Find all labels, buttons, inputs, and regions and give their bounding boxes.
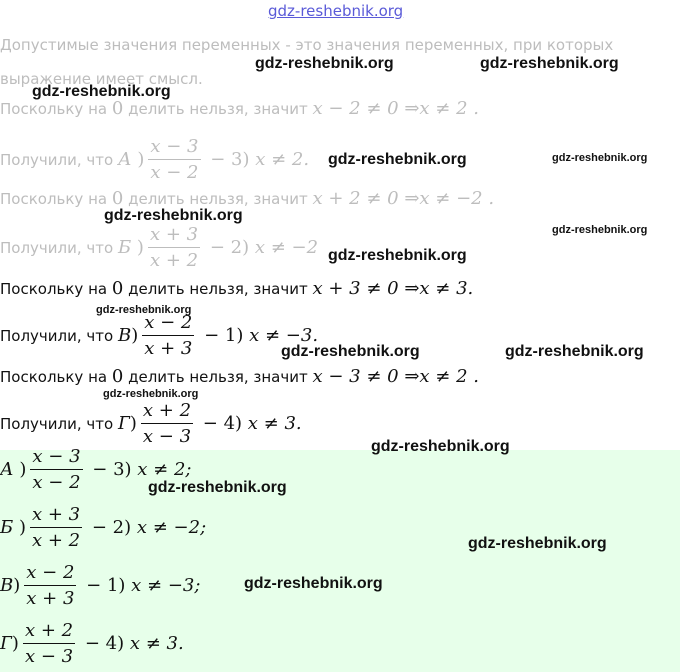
fraction: [24, 562, 76, 609]
zero-value: 0: [111, 98, 124, 119]
numerator: x − 2: [144, 312, 193, 333]
cannot-divide-text: делить нельзя, значит: [128, 100, 308, 118]
zero-value: 0: [111, 366, 124, 387]
got-text: Получили, что: [0, 238, 114, 257]
since-text: Поскольку на: [0, 280, 108, 298]
summary-line-v: В ) $\frac{x - 2}{x + 3}$ − 1 ) x ≠ −3;: [0, 562, 201, 609]
case-letter: Б: [117, 237, 132, 258]
numerator: x − 2: [26, 562, 75, 583]
denominator: x − 3: [23, 643, 75, 667]
zero-value: 0: [111, 188, 124, 209]
fraction: [148, 224, 200, 271]
fraction: [141, 400, 193, 447]
numerator: x + 3: [31, 504, 81, 525]
watermark: gdz-reshebnik.org: [255, 55, 394, 72]
watermark: gdz-reshebnik.org: [480, 55, 619, 72]
numerator: x + 3: [149, 224, 199, 245]
watermark: gdz-reshebnik.org: [281, 343, 420, 360]
result-math: x ≠ −2;: [136, 517, 207, 538]
since-text: Поскольку на: [0, 190, 108, 208]
paren-number: 3: [113, 459, 125, 480]
result-math: x ≠ −2: [254, 237, 319, 258]
watermark: gdz-reshebnik.org: [371, 438, 510, 455]
watermark: gdz-reshebnik.org: [104, 207, 243, 224]
result-math: x ≠ 3.: [247, 413, 302, 434]
denominator: x + 3: [142, 335, 194, 359]
case-letter: А: [117, 149, 132, 170]
condition-math: x − 2 ≠ 0 ⇒x ≠ 2 .: [312, 98, 479, 119]
result-math: x ≠ −3.: [249, 325, 319, 346]
watermark: gdz-reshebnik.org: [552, 152, 648, 164]
fraction: [30, 446, 82, 493]
fraction: [30, 504, 82, 551]
paren-number: 4: [105, 633, 118, 654]
result-math: x ≠ 2.: [255, 149, 310, 170]
fraction: [148, 136, 200, 183]
result-math: x ≠ −3;: [131, 575, 201, 596]
since-text: Поскольку на: [0, 100, 108, 118]
denominator: x + 2: [148, 247, 200, 271]
fraction: [142, 312, 194, 359]
condition-line-a: [0, 98, 479, 119]
condition-line-v: [0, 278, 473, 299]
cannot-divide-text: делить нельзя, значит: [128, 368, 308, 386]
result-line-a: Получили, что А ) $\frac{x - 3}{x - 2}$ − 3 ) x ≠ 2.: [0, 136, 310, 183]
watermark: gdz-reshebnik.org: [552, 224, 648, 236]
denominator: x + 2: [30, 527, 82, 551]
got-text: Получили, что: [0, 414, 114, 433]
watermark: gdz-reshebnik.org: [468, 535, 607, 552]
summary-line-g: Г ) $\frac{x + 2}{x - 3}$ − 4 ) x ≠ 3.: [0, 620, 184, 667]
got-text: Получили, что: [0, 326, 114, 345]
watermark: gdz-reshebnik.org: [505, 343, 644, 360]
condition-math: x + 3 ≠ 0 ⇒x ≠ 3.: [312, 278, 474, 299]
paren-number: 3: [231, 149, 243, 170]
result-math: x ≠ 3.: [129, 633, 184, 654]
case-letter: В: [117, 325, 132, 346]
paren-number: 1: [106, 575, 119, 596]
condition-line-b: [0, 188, 494, 209]
condition-math: x + 2 ≠ 0 ⇒x ≠ −2 .: [312, 188, 495, 209]
watermark: gdz-reshebnik.org: [32, 83, 171, 100]
watermark: gdz-reshebnik.org: [103, 388, 199, 400]
site-link[interactable]: gdz-reshebnik.org: [268, 2, 404, 20]
summary-line-a: А ) $\frac{x - 3}{x - 2}$ − 3 ) x ≠ 2;: [0, 446, 192, 493]
numerator: x + 2: [142, 400, 192, 421]
numerator: x − 3: [150, 136, 199, 157]
case-letter: Г: [0, 633, 12, 654]
watermark: gdz-reshebnik.org: [148, 479, 287, 496]
result-line-g: Получили, что Г ) $\frac{x + 2}{x - 3}$ − 4 ) x ≠ 3.: [0, 400, 302, 447]
paren-number: 1: [224, 325, 237, 346]
intro-line-1: Допустимые значения переменных - это значения переменных, при которых: [0, 36, 614, 54]
denominator: x − 3: [141, 423, 193, 447]
case-letter: Г: [117, 413, 130, 434]
zero-value: 0: [111, 278, 124, 299]
denominator: x − 2: [30, 469, 82, 493]
numerator: x + 2: [24, 620, 74, 641]
case-letter: В: [0, 575, 14, 596]
condition-line-g: [0, 366, 479, 387]
summary-line-b: Б ) $\frac{x + 3}{x + 2}$ − 2 ) x ≠ −2;: [0, 504, 207, 551]
paren-number: 2: [112, 517, 125, 538]
case-letter: Б: [0, 517, 14, 538]
paren-number: 4: [223, 413, 236, 434]
condition-math: x − 3 ≠ 0 ⇒x ≠ 2 .: [312, 366, 479, 387]
denominator: x + 3: [24, 585, 76, 609]
paren-number: 2: [230, 237, 243, 258]
watermark: gdz-reshebnik.org: [96, 304, 192, 316]
fraction: [23, 620, 75, 667]
got-text: Получили, что: [0, 150, 114, 169]
case-letter: А: [0, 459, 14, 480]
watermark: gdz-reshebnik.org: [328, 247, 467, 264]
since-text: Поскольку на: [0, 368, 108, 386]
watermark: gdz-reshebnik.org: [328, 151, 467, 168]
numerator: x − 3: [32, 446, 81, 467]
denominator: x − 2: [148, 159, 200, 183]
result-line-b: Получили, что Б ) $\frac{x + 3}{x + 2}$ − 2 ) x ≠ −2: [0, 224, 319, 271]
intro-line-2: выражение имеет смысл.: [0, 70, 203, 88]
cannot-divide-text: делить нельзя, значит: [128, 280, 308, 298]
cannot-divide-text: делить нельзя, значит: [128, 190, 308, 208]
result-math: x ≠ 2;: [137, 459, 192, 480]
watermark: gdz-reshebnik.org: [244, 575, 383, 592]
result-line-v: Получили, что В ) $\frac{x - 2}{x + 3}$ − 1 ) x ≠ −3.: [0, 312, 319, 359]
